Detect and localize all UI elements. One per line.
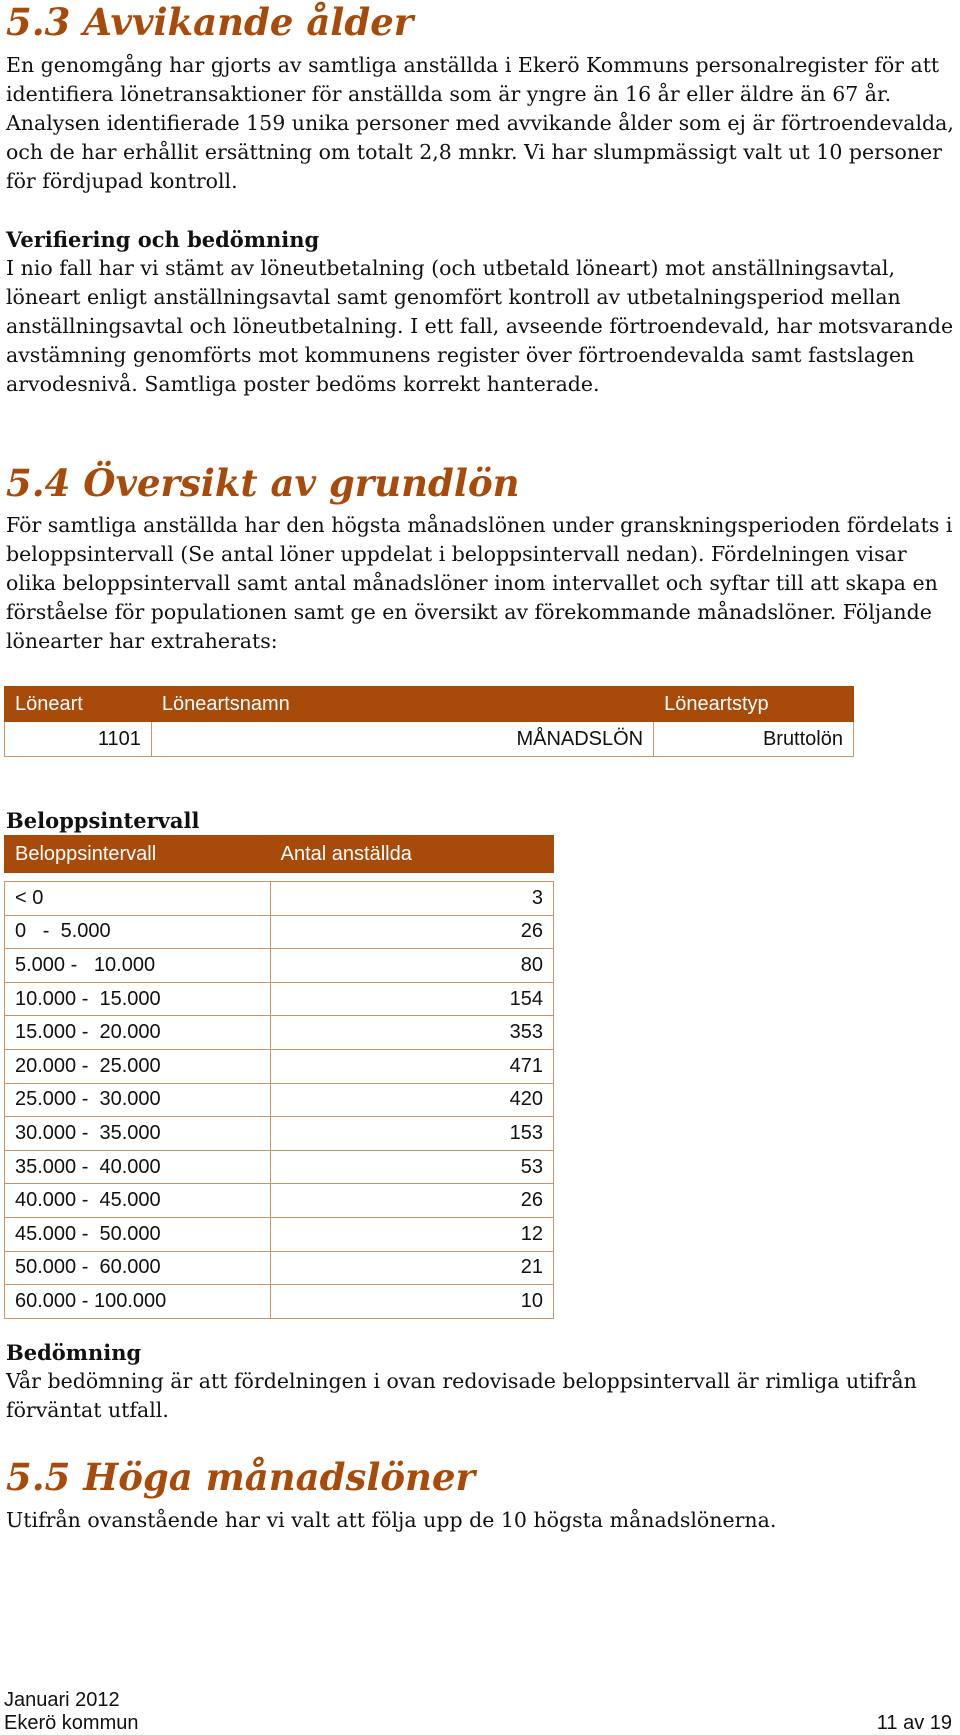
count-cell: 10 bbox=[270, 1285, 553, 1319]
count-cell: 26 bbox=[270, 915, 553, 949]
count-cell: 353 bbox=[270, 1016, 553, 1050]
footer-org: Ekerö kommun bbox=[4, 1712, 139, 1734]
verifiering-heading: Verifiering och bedömning bbox=[6, 227, 320, 252]
table-row bbox=[5, 1117, 554, 1151]
beloppsintervall-table bbox=[4, 835, 554, 1319]
table-row bbox=[5, 1285, 554, 1319]
loneart-table-header bbox=[5, 687, 854, 722]
section-title-oversikt-grundlon: 5.4 Översikt av grundlön bbox=[6, 461, 520, 505]
interval-cell: 10.000 - 15.000 bbox=[5, 982, 271, 1016]
page-number: 11 av 19 bbox=[876, 1712, 952, 1734]
beloppsintervall-table-header bbox=[5, 836, 554, 873]
verifiering-text: I nio fall har vi stämt av löneutbetalning (och utbetald löneart) mot anställningsavtal, löneart enligt anställningsavtal samt genomfört kontroll av utbetalningsperiod mellan anställningsavtal och löneutbetalning. I ett fall, avseende förtroendevald, har motsvarande avstämning genomförts mot kommunens register över förtroendevalda samt fastslagen arvodesnivå. Samtliga poster bedöms korrekt hanterade. bbox=[6, 256, 954, 396]
interval-cell: 5.000 - 10.000 bbox=[5, 949, 271, 983]
count-cell: 21 bbox=[270, 1251, 553, 1285]
column-header: Löneartstyp bbox=[654, 687, 854, 722]
interval-cell: 25.000 - 30.000 bbox=[5, 1083, 271, 1117]
loneart-name: MÅNADSLÖN bbox=[151, 722, 653, 757]
loneart-code: 1101 bbox=[5, 722, 152, 757]
footer-date: Januari 2012 bbox=[4, 1689, 120, 1711]
table-row bbox=[5, 1217, 554, 1251]
bedomning-heading: Bedömning bbox=[6, 1340, 142, 1365]
count-cell: 53 bbox=[270, 1150, 553, 1184]
count-cell: 153 bbox=[270, 1117, 553, 1151]
bedomning-text: Vår bedömning är att fördelningen i ovan redovisade beloppsintervall är rimliga utifrån förväntat utfall. bbox=[6, 1369, 917, 1422]
section-title-avvikande-alder: 5.3 Avvikande ålder bbox=[6, 0, 414, 44]
table-row bbox=[5, 949, 554, 983]
count-cell: 12 bbox=[270, 1217, 553, 1251]
loneart-table bbox=[4, 686, 854, 757]
table-spacer bbox=[5, 873, 554, 882]
interval-cell: 35.000 - 40.000 bbox=[5, 1150, 271, 1184]
table-row bbox=[5, 1049, 554, 1083]
interval-cell: < 0 bbox=[5, 882, 271, 916]
interval-cell: 50.000 - 60.000 bbox=[5, 1251, 271, 1285]
interval-cell: 45.000 - 50.000 bbox=[5, 1217, 271, 1251]
table-row bbox=[5, 1016, 554, 1050]
count-cell: 3 bbox=[270, 882, 553, 916]
count-cell: 154 bbox=[270, 982, 553, 1016]
interval-cell: 40.000 - 45.000 bbox=[5, 1184, 271, 1218]
column-header: Löneart bbox=[5, 687, 152, 722]
table-row bbox=[5, 882, 554, 916]
table-row bbox=[5, 1251, 554, 1285]
interval-cell: 20.000 - 25.000 bbox=[5, 1049, 271, 1083]
interval-cell: 15.000 - 20.000 bbox=[5, 1016, 271, 1050]
column-header: Beloppsintervall bbox=[5, 836, 271, 873]
loneart-type: Bruttolön bbox=[654, 722, 854, 757]
interval-cell: 30.000 - 35.000 bbox=[5, 1117, 271, 1151]
column-header: Antal anställda bbox=[270, 836, 553, 873]
table-row bbox=[5, 1184, 554, 1218]
beloppsintervall-heading: Beloppsintervall bbox=[6, 808, 200, 833]
oversikt-grundlon-intro: För samtliga anställda har den högsta månadslönen under granskningsperioden fördelats i beloppsintervall (Se antal löner uppdelat i beloppsintervall nedan). Fördelningen visar olika beloppsintervall samt antal månadslöner inom intervallet och syftar till att skapa en förståelse för populationen samt ge en översikt av förekommande månadslöner. Följande lönearter har extraherats: bbox=[6, 513, 953, 653]
section-title-hoga-manadsloner: 5.5 Höga månadslöner bbox=[6, 1455, 475, 1499]
table-row bbox=[5, 1150, 554, 1184]
table-row bbox=[5, 915, 554, 949]
table-row bbox=[5, 982, 554, 1016]
table-row bbox=[5, 722, 854, 757]
column-header: Löneartsnamn bbox=[151, 687, 653, 722]
count-cell: 26 bbox=[270, 1184, 553, 1218]
interval-cell: 60.000 - 100.000 bbox=[5, 1285, 271, 1319]
count-cell: 420 bbox=[270, 1083, 553, 1117]
interval-cell: 0 - 5.000 bbox=[5, 915, 271, 949]
hoga-manadsloner-text: Utifrån ovanstående har vi valt att följa upp de 10 högsta månadslönerna. bbox=[6, 1508, 777, 1532]
avvikande-alder-intro: En genomgång har gjorts av samtliga anställda i Ekerö Kommuns personalregister för att identifiera lönetransaktioner för anställda som är yngre än 16 år eller äldre än 67 år. Analysen identifierade 159 unika personer med avvikande ålder som ej är förtroendevalda, och de har erhållit ersättning om totalt 2,8 mnkr. Vi har slumpmässigt valt ut 10 personer för fördjupad kontroll. bbox=[6, 53, 954, 193]
count-cell: 80 bbox=[270, 949, 553, 983]
count-cell: 471 bbox=[270, 1049, 553, 1083]
table-row bbox=[5, 1083, 554, 1117]
